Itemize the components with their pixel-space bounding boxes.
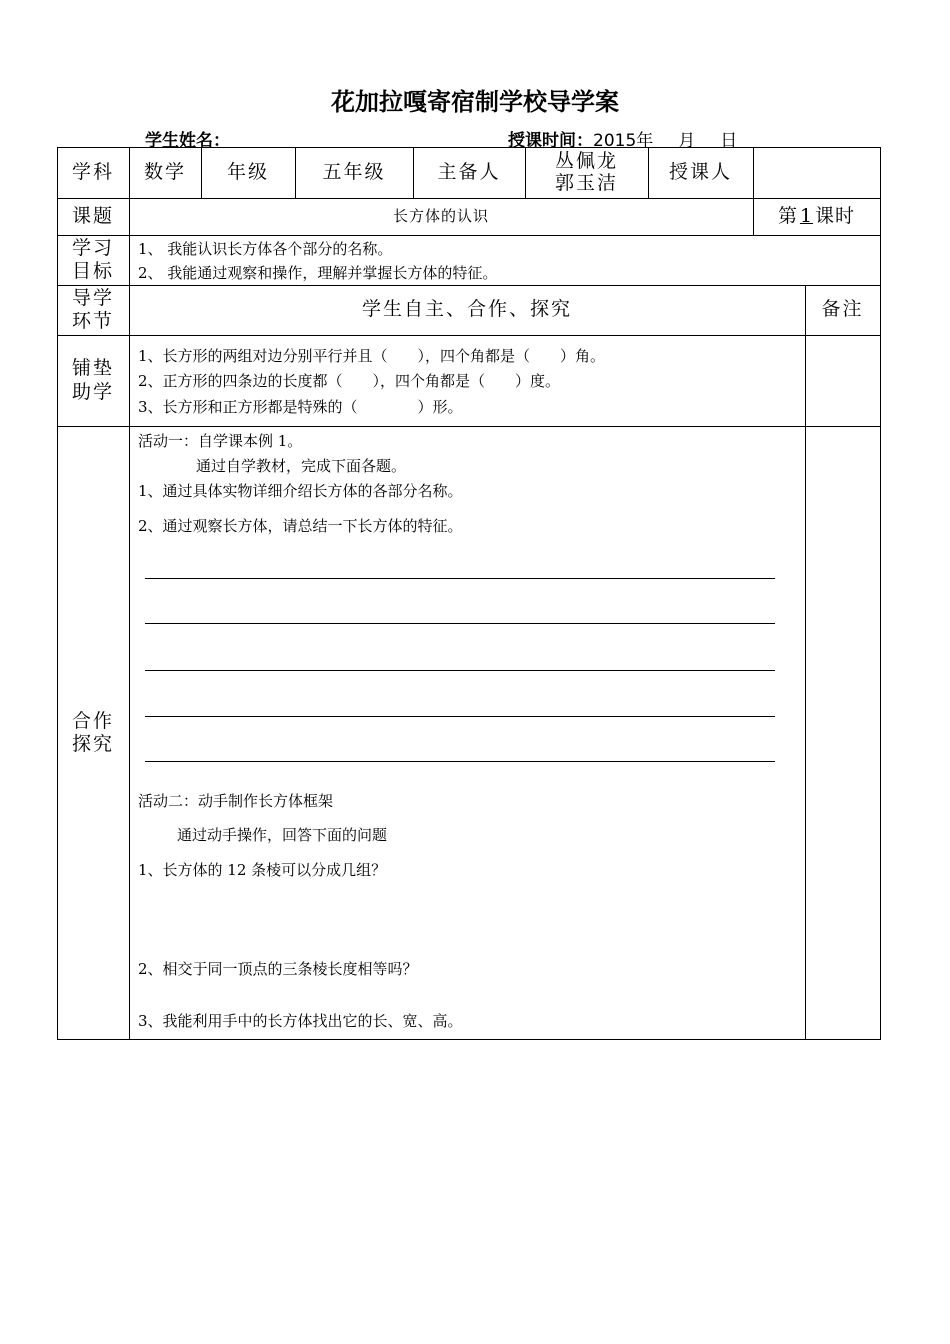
activity1-title: 活动一：自学课本例 1。 — [138, 432, 303, 450]
activity2-question: 2、相交于同一顶点的三条棱长度相等吗？ — [138, 960, 418, 978]
table-border-bottom — [57, 1039, 881, 1040]
table-border-right — [880, 147, 881, 1039]
activity2-intro: 通过动手操作，回答下面的问题 — [177, 826, 388, 844]
preparer-name: 郭玉洁 — [554, 171, 618, 194]
goal-item: 1、 我能认识长方体各个部分的名称。 — [138, 240, 393, 258]
class-time-label: 授课时间： — [508, 131, 593, 151]
prep-item: 1、长方形的两组对边分别平行并且（ ），四个角都是（ ）角。 — [138, 347, 606, 365]
topic-label: 课题 — [71, 204, 114, 227]
label-column-divider — [129, 147, 130, 1039]
preparer-name: 丛佩龙 — [554, 149, 618, 172]
activity2-question: 3、我能利用手中的长方体找出它的长、宽、高。 — [138, 1012, 463, 1030]
preparer-label: 主备人 — [437, 160, 501, 183]
explore-label-line: 探究 — [71, 732, 114, 755]
explore-label — [57, 426, 129, 1039]
goals-label-line: 学习 — [71, 237, 114, 260]
subject-label: 学科 — [71, 160, 114, 183]
guide-label-line: 环节 — [71, 310, 114, 332]
answer-line — [145, 578, 775, 579]
goals-label — [57, 235, 129, 285]
activity2-title: 活动二：动手制作长方体框架 — [138, 792, 334, 810]
row-divider — [57, 335, 881, 336]
answer-line — [145, 670, 775, 671]
teacher-value — [753, 147, 880, 198]
prep-item: 2、正方形的四条边的长度都（ ），四个角都是（ ）度。 — [138, 372, 561, 390]
goals-label-line: 目标 — [71, 260, 114, 282]
class-time-date: 年 月 日 — [636, 131, 742, 151]
activity1-question: 2、通过观察长方体，请总结一下长方体的特征。 — [138, 517, 463, 535]
row-divider — [57, 235, 881, 236]
lesson-prefix: 第 — [777, 204, 798, 227]
topic-value: 长方体的认识 — [392, 206, 489, 225]
prep-item: 3、长方形和正方形都是特殊的（ ）形。 — [138, 398, 463, 416]
answer-line — [145, 623, 775, 624]
prep-label-line: 助学 — [71, 380, 114, 403]
prep-label — [57, 335, 129, 426]
guide-heading: 学生自主、合作、探究 — [361, 298, 572, 321]
page-title: 花加拉嘎寄宿制学校导学案 — [331, 88, 619, 116]
activity2-question: 1、长方体的 12 条棱可以分成几组？ — [138, 861, 387, 879]
remarks-column-divider — [805, 285, 806, 1039]
remarks-label: 备注 — [821, 298, 864, 321]
lesson-number — [753, 198, 880, 235]
subject-value: 数学 — [143, 160, 186, 183]
grade-label: 年级 — [226, 160, 269, 183]
lesson-suffix: 课时 — [815, 204, 856, 227]
teacher-label: 授课人 — [668, 160, 732, 183]
grade-value: 五年级 — [322, 160, 386, 183]
goal-item: 2、 我能通过观察和操作，理解并掌握长方体的特征。 — [138, 264, 498, 282]
activity1-question: 1、通过具体实物详细介绍长方体的各部分名称。 — [138, 482, 463, 500]
guide-label-line: 导学 — [71, 287, 114, 310]
answer-line — [145, 716, 775, 717]
explore-label-line: 合作 — [71, 709, 114, 732]
preparer-names — [525, 147, 648, 198]
class-time-year: 2015 — [593, 131, 637, 151]
activity1-intro: 通过自学教材，完成下面各题。 — [196, 457, 407, 475]
answer-line — [145, 761, 775, 762]
prep-label-line: 铺垫 — [71, 356, 114, 379]
student-name-label: 学生姓名： — [145, 131, 230, 151]
guide-label — [57, 285, 129, 335]
lesson-number-value: 1 — [799, 204, 814, 227]
row-divider — [57, 426, 881, 427]
